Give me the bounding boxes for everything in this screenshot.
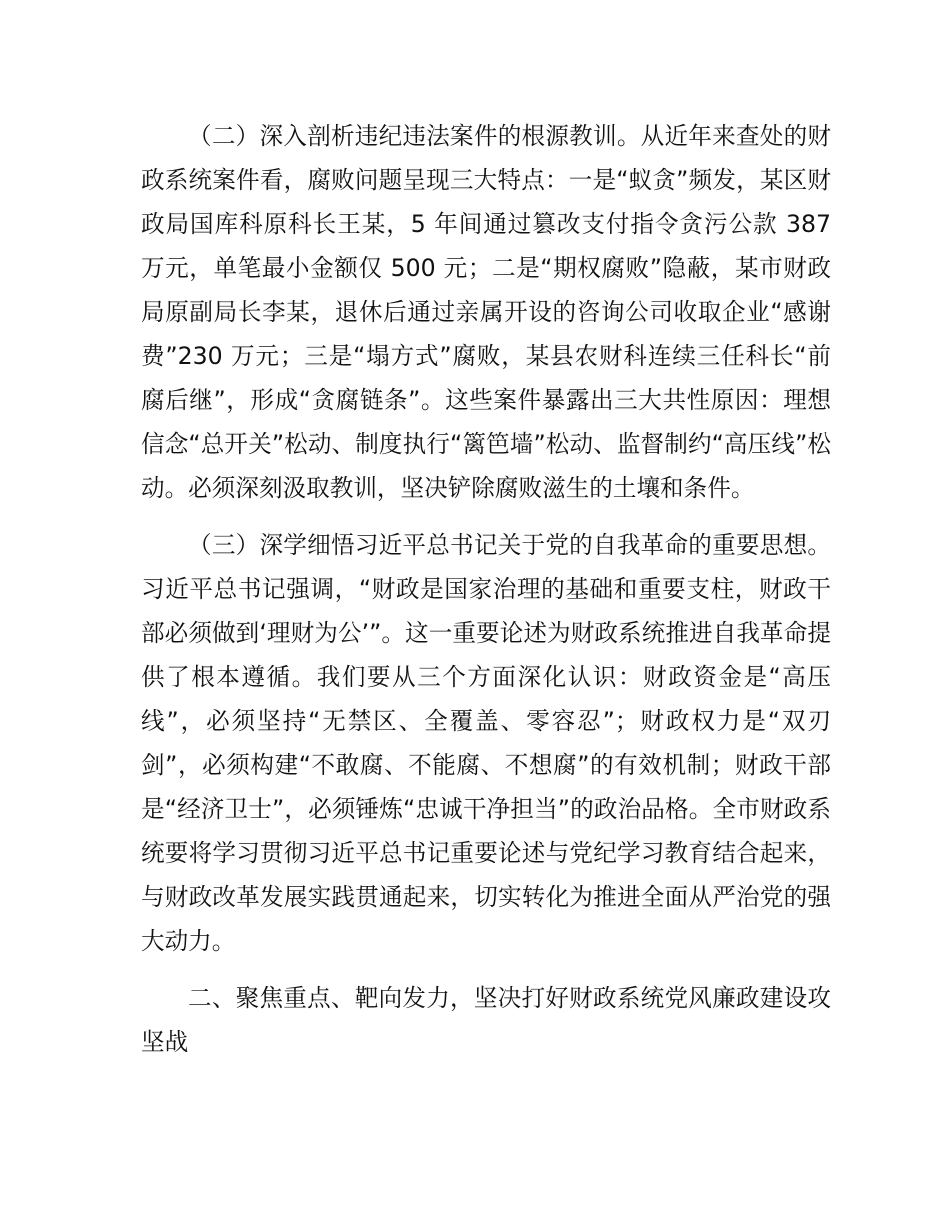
paragraph-case-lessons: （二）深入剖析违纪违法案件的根源教训。从近年来查处的财政系统案件看，腐败问题呈现三大特点：一是“蚁贪”频发，某区财政局国库科原科长王某，5 年间通过篡改支付指令贪污公款 387 万元，单笔最小金额仅 500 元；二是“期权腐败”隐蔽，某市财政局原副局长李某，退休后通过亲属开设的咨询公司收取企业“感谢费”230 万元；三是“塌方式”腐败，某县农财科连续三任科长“前腐后继”，形成“贪腐链条”。这些案件暴露出三大共性原因：理想信念“总开关”松动、制度执行“篱笆墙”松动、监督制约“高压线”松动。必须深刻汲取教训，坚决铲除腐败滋生的土壤和条件。 <box>141 122 831 502</box>
document-body <box>141 114 831 1077</box>
paragraph-self-revolution-thought: （三）深学细悟习近平总书记关于党的自我革命的重要思想。习近平总书记强调，“财政是国家治理的基础和重要支柱，财政干部必须做到‘理财为公’”。这一重要论述为财政系统推进自我革命提供了根本遵循。我们要从三个方面深化认识：财政资金是“高压线”，必须坚持“无禁区、全覆盖、零容忍”；财政权力是“双刃剑”，必须构建“不敢腐、不能腐、不想腐”的有效机制；财政干部是“经济卫士”，必须锤炼“忠诚干净担当”的政治品格。全市财政系统要将学习贯彻习近平总书记重要论述与党纪学习教育结合起来，与财政改革发展实践贯通起来，切实转化为推进全面从严治党的强大动力。 <box>141 531 831 955</box>
section-heading-two: 二、聚焦重点、靶向发力，坚决打好财政系统党风廉政建设攻坚战 <box>141 984 831 1056</box>
